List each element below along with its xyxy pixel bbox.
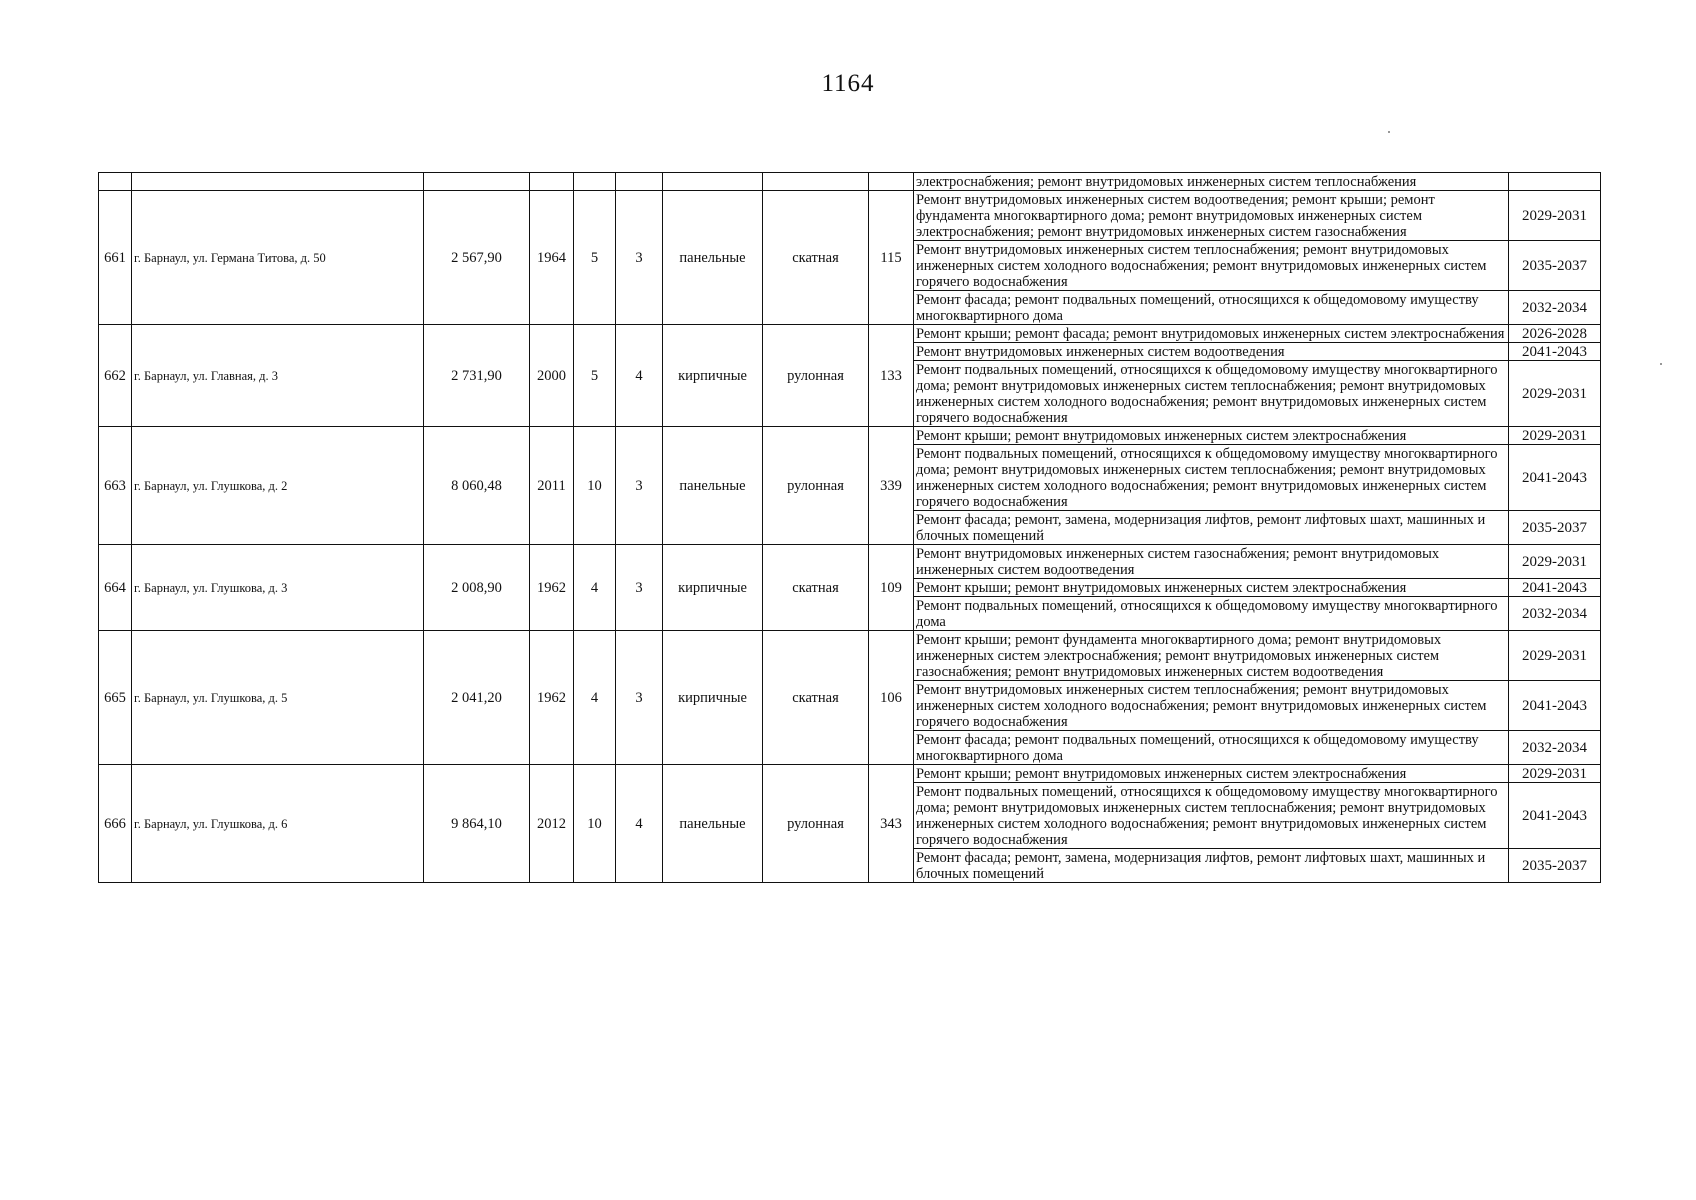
roof-type: скатная — [763, 631, 869, 765]
continuation-row — [99, 173, 1601, 191]
table-row — [99, 765, 1601, 783]
work-period: 2032-2034 — [1509, 597, 1601, 631]
entrance-count: 3 — [616, 427, 663, 545]
cell-floors — [574, 173, 616, 191]
roof-type: скатная — [763, 545, 869, 631]
floor-count: 5 — [574, 191, 616, 325]
building-area: 9 864,10 — [424, 765, 530, 883]
cell-num — [99, 173, 132, 191]
entrance-count: 4 — [616, 765, 663, 883]
cell-residents — [869, 173, 914, 191]
wall-material: панельные — [663, 191, 763, 325]
work-period: 2029-2031 — [1509, 765, 1601, 783]
work-description: Ремонт фасада; ремонт подвальных помещений, относящихся к общедомовому имуществу многоквартирного дома — [914, 731, 1509, 765]
work-description: Ремонт фасада; ремонт, замена, модернизация лифтов, ремонт лифтовых шахт, машинных и блочных помещений — [914, 511, 1509, 545]
building-number: 664 — [99, 545, 132, 631]
building-area: 2 041,20 — [424, 631, 530, 765]
floor-count: 10 — [574, 765, 616, 883]
construction-year: 1964 — [530, 191, 574, 325]
cell-address — [132, 173, 424, 191]
work-description: Ремонт внутридомовых инженерных систем теплоснабжения; ремонт внутридомовых инженерных систем холодного водоснабжения; ремонт внутридомовых инженерных систем горячего водоснабжения — [914, 241, 1509, 291]
work-description: Ремонт подвальных помещений, относящихся к общедомовому имуществу многоквартирного дома; ремонт внутридомовых инженерных систем теплоснабжения; ремонт внутридомовых инженерных систем холодного водоснабжения; ремонт внутридомовых инженерных систем горячего водоснабжения — [914, 445, 1509, 511]
work-period: 2041-2043 — [1509, 783, 1601, 849]
table-row — [99, 427, 1601, 445]
page-number: 1164 — [821, 70, 875, 97]
cell-area — [424, 173, 530, 191]
work-period — [1509, 173, 1601, 191]
entrance-count: 3 — [616, 191, 663, 325]
work-description: Ремонт внутридомовых инженерных систем теплоснабжения; ремонт внутридомовых инженерных систем холодного водоснабжения; ремонт внутридомовых инженерных систем горячего водоснабжения — [914, 681, 1509, 731]
building-area: 2 008,90 — [424, 545, 530, 631]
work-description: Ремонт крыши; ремонт внутридомовых инженерных систем электроснабжения — [914, 765, 1509, 783]
work-description: Ремонт внутридомовых инженерных систем газоснабжения; ремонт внутридомовых инженерных систем водоотведения — [914, 545, 1509, 579]
scan-speck — [1388, 131, 1390, 133]
construction-year: 2000 — [530, 325, 574, 427]
building-address: г. Барнаул, ул. Германа Титова, д. 50 — [132, 191, 424, 325]
cell-entrances — [616, 173, 663, 191]
construction-year: 1962 — [530, 631, 574, 765]
building-area: 8 060,48 — [424, 427, 530, 545]
construction-year: 2011 — [530, 427, 574, 545]
roof-type: рулонная — [763, 427, 869, 545]
construction-year: 1962 — [530, 545, 574, 631]
building-area: 2 567,90 — [424, 191, 530, 325]
work-period: 2035-2037 — [1509, 511, 1601, 545]
work-description: Ремонт крыши; ремонт фасада; ремонт внутридомовых инженерных систем электроснабжения — [914, 325, 1509, 343]
work-period: 2041-2043 — [1509, 343, 1601, 361]
work-description: Ремонт крыши; ремонт внутридомовых инженерных систем электроснабжения — [914, 579, 1509, 597]
cell-wall — [663, 173, 763, 191]
building-number: 663 — [99, 427, 132, 545]
wall-material: панельные — [663, 427, 763, 545]
work-description: Ремонт подвальных помещений, относящихся к общедомовому имуществу многоквартирного дома; ремонт внутридомовых инженерных систем теплоснабжения; ремонт внутридомовых инженерных систем холодного водоснабжения; ремонт внутридомовых инженерных систем горячего водоснабжения — [914, 361, 1509, 427]
building-area: 2 731,90 — [424, 325, 530, 427]
building-number: 666 — [99, 765, 132, 883]
floor-count: 10 — [574, 427, 616, 545]
building-address: г. Барнаул, ул. Глушкова, д. 5 — [132, 631, 424, 765]
work-period: 2029-2031 — [1509, 427, 1601, 445]
table-row — [99, 545, 1601, 579]
work-description: электроснабжения; ремонт внутридомовых инженерных систем теплоснабжения — [914, 173, 1509, 191]
resident-count: 115 — [869, 191, 914, 325]
table-row — [99, 631, 1601, 681]
resident-count: 106 — [869, 631, 914, 765]
building-address: г. Барнаул, ул. Глушкова, д. 6 — [132, 765, 424, 883]
floor-count: 4 — [574, 545, 616, 631]
work-period: 2041-2043 — [1509, 445, 1601, 511]
roof-type: рулонная — [763, 325, 869, 427]
resident-count: 133 — [869, 325, 914, 427]
building-address: г. Барнаул, ул. Главная, д. 3 — [132, 325, 424, 427]
work-period: 2041-2043 — [1509, 681, 1601, 731]
table-row — [99, 325, 1601, 343]
work-period: 2032-2034 — [1509, 731, 1601, 765]
construction-year: 2012 — [530, 765, 574, 883]
work-description: Ремонт крыши; ремонт фундамента многоквартирного дома; ремонт внутридомовых инженерных систем электроснабжения; ремонт внутридомовых инженерных систем газоснабжения; ремонт внутридомовых инженерных систем водоотведения — [914, 631, 1509, 681]
work-period: 2035-2037 — [1509, 849, 1601, 883]
work-description: Ремонт фасада; ремонт подвальных помещений, относящихся к общедомовому имуществу многоквартирного дома — [914, 291, 1509, 325]
floor-count: 5 — [574, 325, 616, 427]
work-period: 2029-2031 — [1509, 631, 1601, 681]
wall-material: кирпичные — [663, 545, 763, 631]
building-number: 661 — [99, 191, 132, 325]
building-address: г. Барнаул, ул. Глушкова, д. 2 — [132, 427, 424, 545]
work-period: 2029-2031 — [1509, 361, 1601, 427]
building-number: 662 — [99, 325, 132, 427]
building-address: г. Барнаул, ул. Глушкова, д. 3 — [132, 545, 424, 631]
table-row — [99, 191, 1601, 241]
roof-type: рулонная — [763, 765, 869, 883]
entrance-count: 3 — [616, 545, 663, 631]
scan-speck — [1660, 363, 1662, 365]
work-period: 2029-2031 — [1509, 191, 1601, 241]
work-description: Ремонт внутридомовых инженерных систем водоотведения — [914, 343, 1509, 361]
roof-type: скатная — [763, 191, 869, 325]
wall-material: кирпичные — [663, 325, 763, 427]
cell-roof — [763, 173, 869, 191]
work-period: 2032-2034 — [1509, 291, 1601, 325]
wall-material: панельные — [663, 765, 763, 883]
resident-count: 339 — [869, 427, 914, 545]
work-description: Ремонт подвальных помещений, относящихся к общедомовому имуществу многоквартирного дома; ремонт внутридомовых инженерных систем теплоснабжения; ремонт внутридомовых инженерных систем холодного водоснабжения; ремонт внутридомовых инженерных систем горячего водоснабжения — [914, 783, 1509, 849]
resident-count: 343 — [869, 765, 914, 883]
work-description: Ремонт фасада; ремонт, замена, модернизация лифтов, ремонт лифтовых шахт, машинных и блочных помещений — [914, 849, 1509, 883]
wall-material: кирпичные — [663, 631, 763, 765]
cell-year — [530, 173, 574, 191]
work-period: 2026-2028 — [1509, 325, 1601, 343]
work-period: 2035-2037 — [1509, 241, 1601, 291]
work-description: Ремонт крыши; ремонт внутридомовых инженерных систем электроснабжения — [914, 427, 1509, 445]
entrance-count: 3 — [616, 631, 663, 765]
floor-count: 4 — [574, 631, 616, 765]
work-period: 2029-2031 — [1509, 545, 1601, 579]
resident-count: 109 — [869, 545, 914, 631]
entrance-count: 4 — [616, 325, 663, 427]
work-description: Ремонт подвальных помещений, относящихся к общедомовому имуществу многоквартирного дома — [914, 597, 1509, 631]
building-number: 665 — [99, 631, 132, 765]
repair-schedule-table — [98, 172, 1601, 883]
work-period: 2041-2043 — [1509, 579, 1601, 597]
work-description: Ремонт внутридомовых инженерных систем водоотведения; ремонт крыши; ремонт фундамента многоквартирного дома; ремонт внутридомовых инженерных систем электроснабжения; ремонт внутридомовых инженерных систем газоснабжения — [914, 191, 1509, 241]
